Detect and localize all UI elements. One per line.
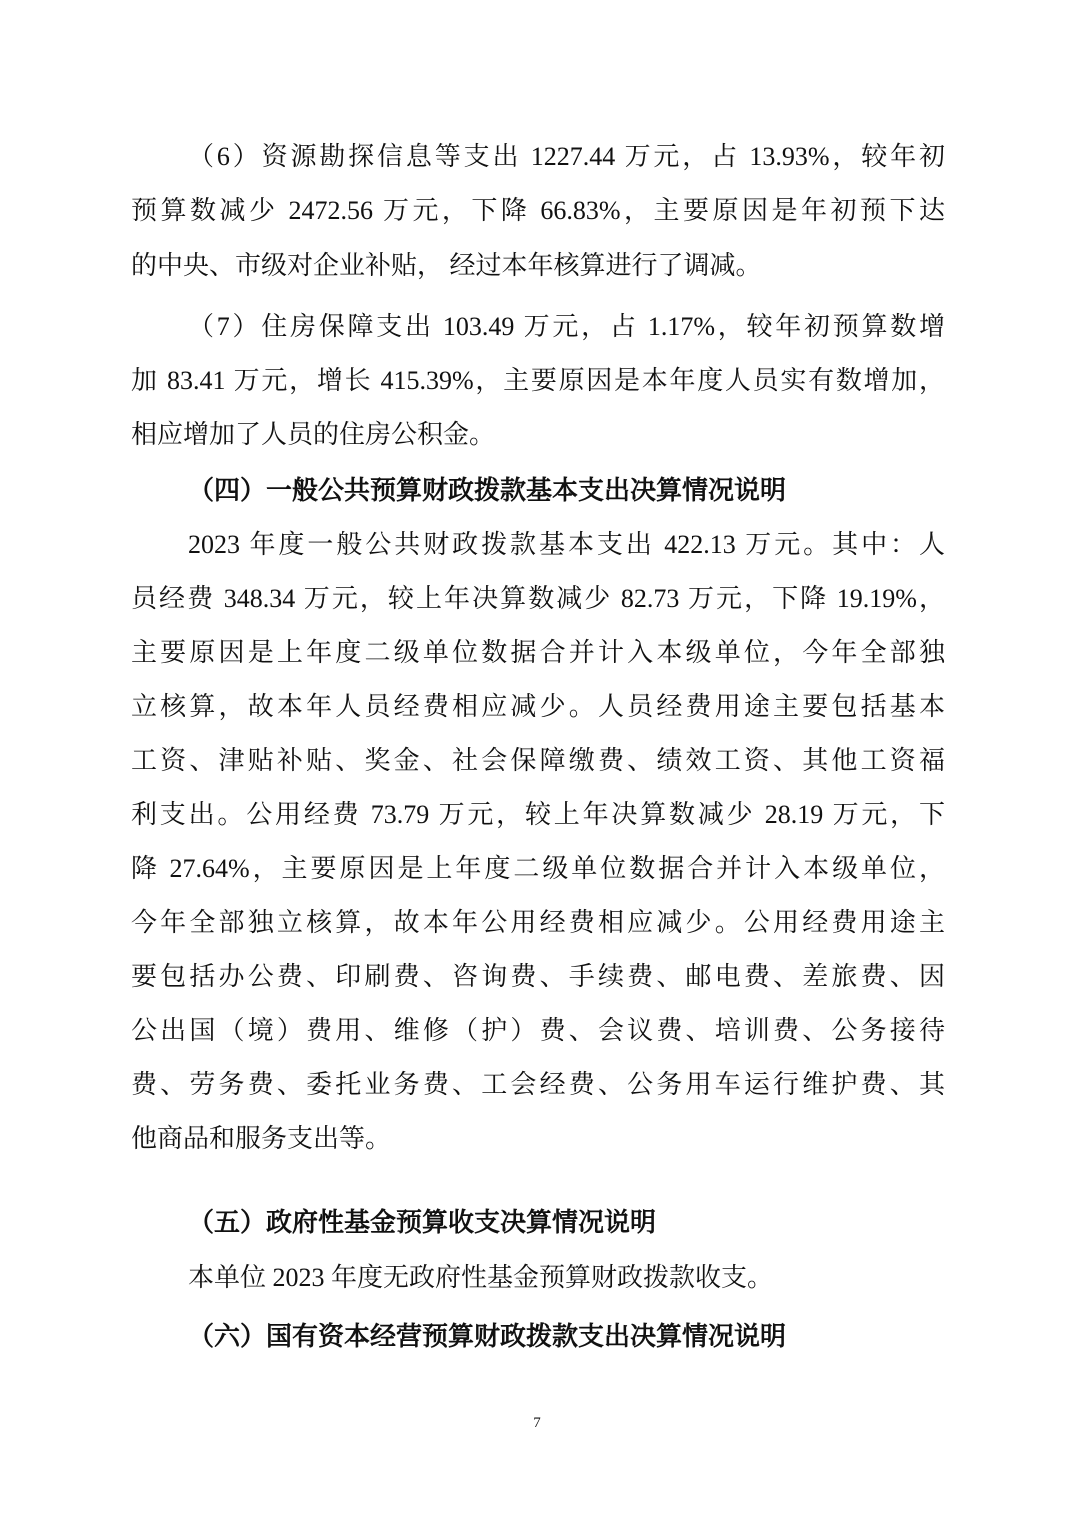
text-line: （五）政府性基金预算收支决算情况说明 xyxy=(188,1208,657,1237)
text-line: 今年全部独立核算，故本年公用经费相应减少。公用经费用途主 xyxy=(131,908,945,937)
text-line: 降 27.64%，主要原因是上年度二级单位数据合并计入本级单位， xyxy=(131,854,945,883)
text-line: （7）住房保障支出 103.49 万元，占 1.17%，较年初预算数增 xyxy=(188,312,945,341)
text-line: 加 83.41 万元，增长 415.39%，主要原因是本年度人员实有数增加， xyxy=(131,366,945,395)
text-line: 公出国（境）费用、维修（护）费、会议费、培训费、公务接待 xyxy=(131,1016,945,1045)
text-line: 的中央、市级对企业补贴， 经过本年核算进行了调减。 xyxy=(131,251,762,280)
text-line: 相应增加了人员的住房公积金。 xyxy=(131,420,496,449)
text-line: 2023 年度一般公共财政拨款基本支出 422.13 万元。其中：人 xyxy=(188,530,945,559)
text-line: 预算数减少 2472.56 万元，下降 66.83%，主要原因是年初预下达 xyxy=(131,196,945,225)
text-line: 本单位 2023 年度无政府性基金预算财政拨款收支。 xyxy=(188,1263,774,1292)
text-line: 利支出。公用经费 73.79 万元，较上年决算数减少 28.19 万元，下 xyxy=(131,800,945,829)
text-line: 员经费 348.34 万元，较上年决算数减少 82.73 万元，下降 19.19%， xyxy=(131,584,945,613)
text-line: 要包括办公费、印刷费、咨询费、手续费、邮电费、差旅费、因 xyxy=(131,962,945,991)
text-line: 他商品和服务支出等。 xyxy=(131,1124,392,1153)
text-line: 工资、津贴补贴、奖金、社会保障缴费、绩效工资、其他工资福 xyxy=(131,746,945,775)
text-line: 主要原因是上年度二级单位数据合并计入本级单位，今年全部独 xyxy=(131,638,945,667)
text-line: 立核算，故本年人员经费相应减少。人员经费用途主要包括基本 xyxy=(131,692,945,721)
page-number: 7 xyxy=(533,1415,541,1431)
text-line: （六）国有资本经营预算财政拨款支出决算情况说明 xyxy=(188,1322,787,1351)
text-line: （6）资源勘探信息等支出 1227.44 万元，占 13.93%，较年初 xyxy=(188,142,945,171)
text-line: （四）一般公共预算财政拨款基本支出决算情况说明 xyxy=(188,476,787,505)
text-line: 费、劳务费、委托业务费、工会经费、公务用车运行维护费、其 xyxy=(131,1070,945,1099)
